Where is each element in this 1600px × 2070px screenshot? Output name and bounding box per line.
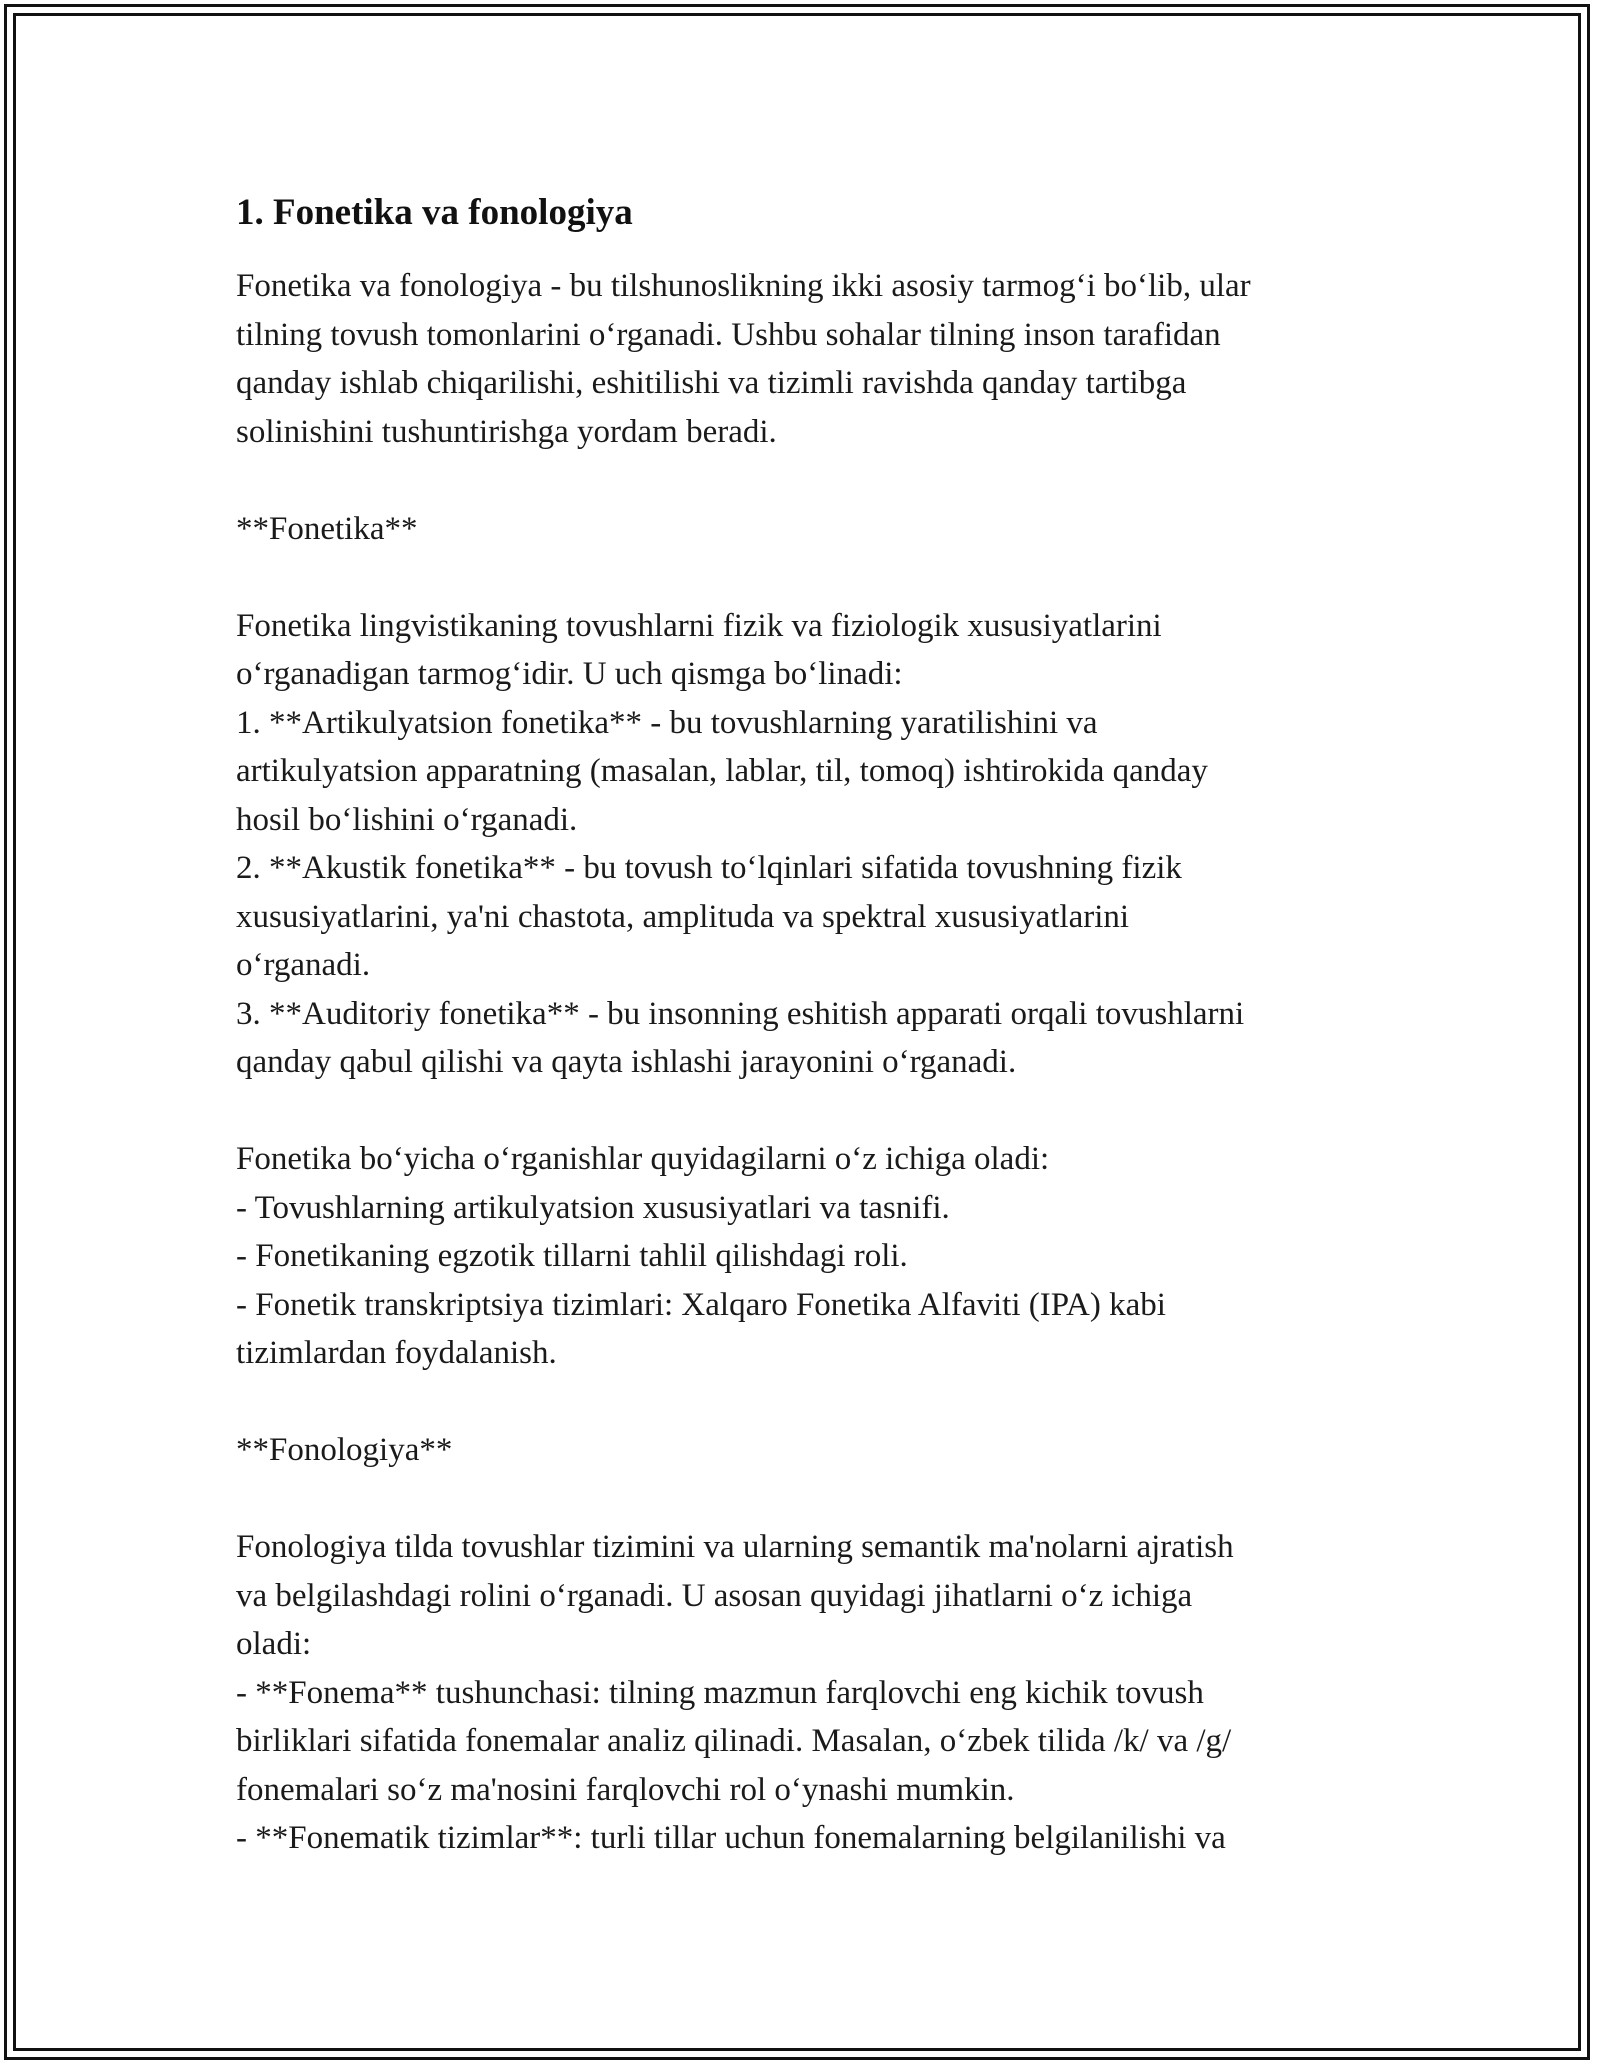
paragraph-spacer <box>236 456 1376 505</box>
document-body <box>236 186 1376 1863</box>
fonetika-paragraph: Fonetika lingvistikaning tovushlarni fizik va fiziologik xususiyatlarini o‘rganadigan tarmog‘idir. U uch qismga bo‘linadi: 1. **Artikulyatsion fonetika** - bu tovushlarning yaratilishini va artikulyatsion apparatning (masalan, lablar, til, tomoq) ishtirokida qanday hosil bo‘lishini o‘rganadi. 2. **Akustik fonetika** - bu tovush to‘lqinlari sifatida tovushning fizik xususiyatlarini, ya'ni chastota, amplituda va spektral xususiyatlarini o‘rganadi. 3. **Auditoriy fonetika** - bu insonning eshitish apparati orqali tovushlarni qanday qabul qilishi va qayta ishlashi jarayonini o‘rganadi. <box>236 607 1245 1080</box>
intro-paragraph: Fonetika va fonologiya - bu tilshunoslikning ikki asosiy tarmog‘i bo‘lib, ular tilning tovush tomonlarini o‘rganadi. Ushbu sohalar tilning inson tarafidan qanday ishlab chiqarilishi, eshitilishi va tizimli ravishda qanday tartibga solinishini tushuntirishga yordam beradi. <box>236 268 1251 450</box>
fonetika-topics-list: Fonetika bo‘yicha o‘rganishlar quyidagilarni o‘z ichiga oladi: - Tovushlarning artikulyatsion xususiyatlari va tasnifi. - Fonetikaning egzotik tillarni tahlil qilishdagi roli. - Fonetik transkriptsiya tizimlari: Xalqaro Fonetika Alfaviti (IPA) kabi tizimlardan foydalanish. <box>236 1141 1166 1371</box>
fonologiya-paragraph: Fonologiya tilda tovushlar tizimini va ularning semantik ma'nolarni ajratish va belgilashdagi rolini o‘rganadi. U asosan quyidagi jihatlarni o‘z ichiga oladi: - **Fonema** tushunchasi: tilning mazmun farqlovchi eng kichik tovush birliklari sifatida fonemalar analiz qilinadi. Masalan, o‘zbek tilida /k/ va /g/ fonemalari so‘z ma'nosini farqlovchi rol o‘ynashi mumkin. - **Fonematik tizimlar**: turli tillar uchun fonemalarning belgilanilishi va <box>236 1529 1234 1856</box>
paragraph-spacer <box>236 1087 1376 1136</box>
paragraph-spacer <box>236 1378 1376 1427</box>
paragraph-spacer <box>236 553 1376 602</box>
fonetika-subheading: **Fonetika** <box>236 510 418 547</box>
section-heading: 1. Fonetika va fonologiya <box>236 192 633 233</box>
fonologiya-subheading: **Fonologiya** <box>236 1432 453 1468</box>
paragraph-spacer <box>236 1475 1376 1524</box>
